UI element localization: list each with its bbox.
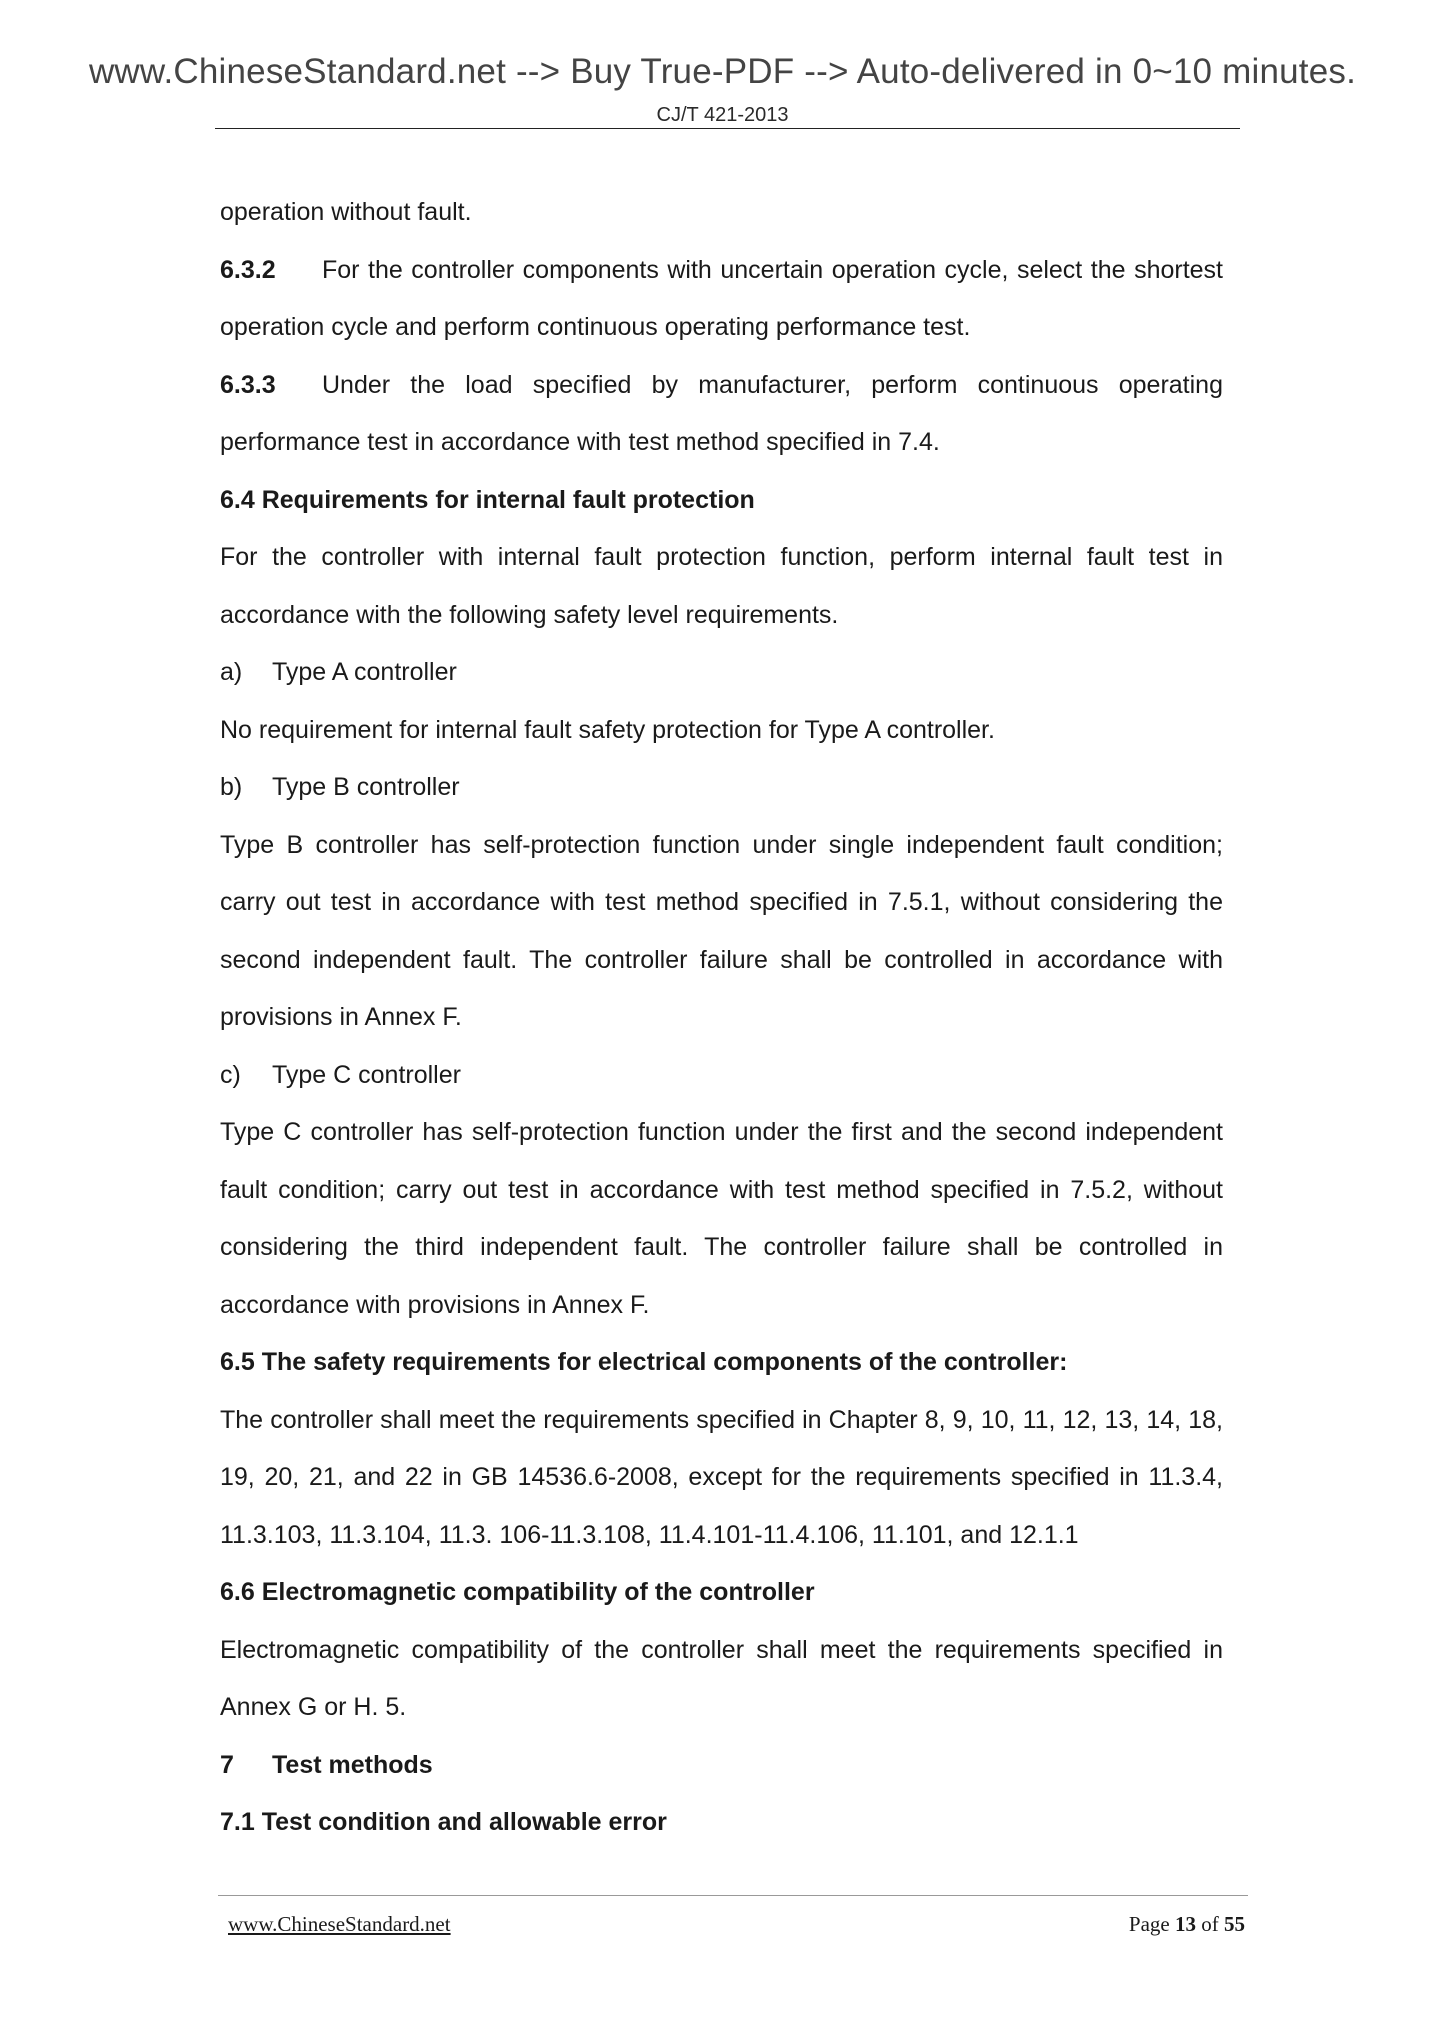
page-current: 13 bbox=[1175, 1912, 1196, 1936]
list-item-b bbox=[220, 759, 1223, 817]
heading-6-4: 6.4 Requirements for internal fault protection bbox=[220, 485, 755, 514]
list-text: Type A controller bbox=[272, 658, 457, 686]
heading-7 bbox=[220, 1737, 1223, 1795]
document-code: CJ/T 421-2013 bbox=[656, 104, 789, 126]
list-text: Type C controller bbox=[272, 1060, 461, 1089]
clause-text: For the controller components with uncertain operation cycle, select the shortest operation cycle and perform continuous operating performance test. bbox=[220, 255, 1223, 341]
paragraph-continuation: operation without fault. bbox=[220, 198, 472, 226]
list-label: a) bbox=[220, 658, 243, 686]
header-rule bbox=[215, 128, 1240, 129]
list-label: c) bbox=[220, 1060, 241, 1089]
chapter-title: Test methods bbox=[272, 1750, 433, 1779]
list-label: b) bbox=[220, 773, 243, 801]
page-body bbox=[220, 184, 1223, 1852]
clause-6-3-2 bbox=[220, 242, 1223, 357]
page-prefix: Page bbox=[1128, 1912, 1170, 1936]
list-item-c bbox=[220, 1047, 1223, 1105]
list-text: Type B controller bbox=[272, 773, 460, 801]
source-banner: www.ChineseStandard.net --> Buy True-PDF --> Auto-delivered in 0~10 minutes. bbox=[88, 52, 1357, 91]
page-total: 55 bbox=[1224, 1912, 1245, 1936]
heading-6-6: 6.6 Electromagnetic compatibility of the controller bbox=[220, 1578, 815, 1606]
page-of: of bbox=[1201, 1912, 1219, 1936]
list-item-a bbox=[220, 644, 1223, 702]
clause-text: Under the load specified by manufacturer, perform continuous operating performance test in accordance with test method specified in 7.4. bbox=[220, 370, 1223, 456]
paragraph-type-c: Type C controller has self-protection function under the first and the second independent fault condition; carry out test in accordance with test method specified in 7.5.2, without considering the third independent fault. The controller failure shall be controlled in accordance with provisions in Annex F. bbox=[220, 1118, 1223, 1319]
page-number bbox=[1129, 1912, 1245, 1937]
paragraph-6-5: The controller shall meet the requirements specified in Chapter 8, 9, 10, 11, 12, 13, 14, 18, 19, 20, 21, and 22 in GB 14536.6-2008, except for the requirements specified in 11.3.4, 11.3.103, 11.3.104, 11.3. 106-11.3.108, 11.4.101-11.4.106, 11.101, and 12.1.1 bbox=[220, 1405, 1223, 1549]
heading-7-1: 7.1 Test condition and allowable error bbox=[220, 1808, 667, 1836]
paragraph-6-6: Electromagnetic compatibility of the controller shall meet the requirements specified in Annex G or H. 5. bbox=[220, 1635, 1223, 1721]
paragraph-type-a: No requirement for internal fault safety protection for Type A controller. bbox=[220, 715, 995, 744]
paragraph-type-b: Type B controller has self-protection function under single independent fault condition; carry out test in accordance with test method specified in 7.5.1, without considering the second independent fault. The controller failure shall be controlled in accordance with provisions in Annex F. bbox=[220, 830, 1223, 1031]
clause-number: 6.3.2 bbox=[220, 255, 276, 284]
clause-6-3-3 bbox=[220, 357, 1223, 472]
footer-site-link[interactable]: www.ChineseStandard.net bbox=[228, 1912, 451, 1936]
footer-rule bbox=[218, 1895, 1248, 1896]
chapter-number: 7 bbox=[220, 1750, 234, 1779]
clause-number: 6.3.3 bbox=[220, 370, 276, 399]
heading-6-5: 6.5 The safety requirements for electrical components of the controller: bbox=[220, 1348, 1068, 1376]
paragraph-6-4: For the controller with internal fault protection function, perform internal fault test in accordance with the following safety level requirements. bbox=[220, 543, 1223, 629]
